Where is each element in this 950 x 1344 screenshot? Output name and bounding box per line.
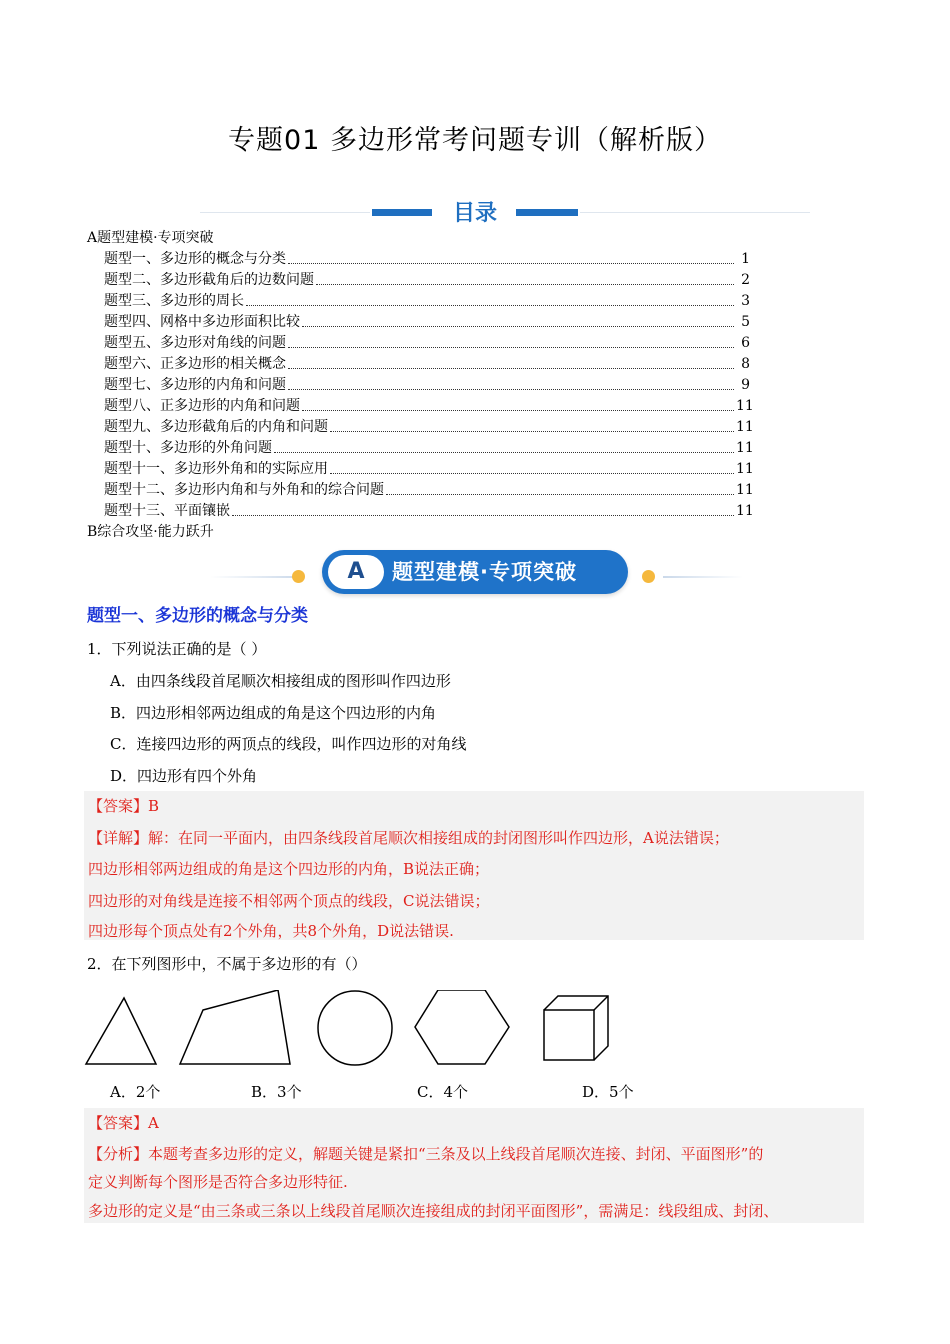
question-2-option-c: C．4个 (417, 1083, 469, 1101)
toc-item-page: 11 (736, 419, 754, 435)
toc-item[interactable] (87, 333, 750, 354)
question-1-option-a: A．由四条线段首尾顺次相接组成的图形叫作四边形 (110, 672, 451, 690)
table-of-contents (87, 228, 754, 543)
question-2-option-a: A．2个 (110, 1083, 161, 1101)
toc-item-page: 2 (741, 272, 750, 288)
explanation-line: 【详解】解：在同一平面内，由四条线段首尾顺次相接组成的封闭图形叫作四边形，A说法错误； (88, 829, 729, 847)
banner-line-left (210, 576, 300, 578)
question-2-figures (80, 990, 620, 1070)
triangle-figure (86, 998, 156, 1064)
toc-bar-right (516, 209, 578, 216)
hexagon-figure (415, 990, 509, 1064)
toc-section-b[interactable]: B综合攻坚·能力跃升 (87, 524, 214, 540)
toc-item-label: 题型二、多边形截角后的边数问题 (104, 272, 314, 288)
toc-item[interactable] (87, 270, 750, 291)
toc-item-page: 5 (741, 314, 750, 330)
toc-heading: 目录 (452, 201, 497, 226)
toc-item-label: 题型六、正多边形的相关概念 (104, 356, 286, 372)
toc-bar-left (372, 209, 432, 216)
explanation-line: 定义判断每个图形是否符合多边形特征. (88, 1173, 348, 1191)
toc-item[interactable] (87, 480, 754, 501)
question-2-option-b: B．3个 (251, 1083, 302, 1101)
question-2-option-d: D．5个 (582, 1083, 634, 1101)
explanation-line: 四边形每个顶点处有2个外角，共8个外角，D说法错误. (88, 922, 454, 940)
toc-item[interactable] (87, 417, 754, 438)
explanation-line: 四边形的对角线是连接不相邻两个顶点的线段，C说法错误； (88, 892, 490, 910)
section-title: 题型一、多边形的概念与分类 (87, 606, 308, 626)
toc-item[interactable] (87, 249, 750, 270)
toc-item-label: 题型七、多边形的内角和问题 (104, 377, 286, 393)
toc-item-page: 11 (736, 503, 754, 519)
circle-figure (318, 991, 392, 1065)
toc-item[interactable] (87, 396, 754, 417)
explanation-line: 【分析】本题考查多边形的定义，解题关键是紧扣“三条及以上线段首尾顺次连接、封闭、平面图形”的 (88, 1145, 764, 1163)
quadrilateral-figure (180, 990, 290, 1064)
toc-item[interactable] (87, 354, 750, 375)
question-1-answer-box (84, 791, 864, 940)
toc-item-label: 题型十二、多边形内角和与外角和的综合问题 (104, 482, 384, 498)
toc-item-label: 题型十、多边形的外角问题 (104, 440, 272, 456)
toc-section-a[interactable]: A题型建模·专项突破 (87, 230, 214, 246)
answer-line: 【答案】B (88, 797, 160, 815)
question-2-stem: 2．在下列图形中，不属于多边形的有（） (87, 955, 367, 973)
toc-item-page: 11 (736, 482, 754, 498)
toc-item-page: 1 (741, 251, 750, 267)
toc-item-label: 题型八、正多边形的内角和问题 (104, 398, 300, 414)
toc-item-label: 题型三、多边形的周长 (104, 293, 244, 309)
toc-item[interactable] (87, 291, 750, 312)
question-1-option-b: B．四边形相邻两边组成的角是这个四边形的内角 (110, 704, 437, 722)
answer-line: 【答案】A (88, 1114, 159, 1132)
banner-line-right (663, 576, 743, 578)
question-2-answer-box (84, 1108, 864, 1223)
toc-item-page: 11 (736, 398, 754, 414)
explanation-line: 四边形相邻两边组成的角是这个四边形的内角，B说法正确； (88, 860, 490, 878)
banner-pill (322, 550, 628, 594)
toc-item-page: 9 (741, 377, 750, 393)
toc-item-label: 题型九、多边形截角后的内角和问题 (104, 419, 328, 435)
toc-divider-left (200, 212, 370, 213)
question-1-option-c: C．连接四边形的两顶点的线段，叫作四边形的对角线 (110, 735, 467, 753)
toc-item-page: 8 (741, 356, 750, 372)
banner-badge: A (328, 555, 384, 589)
toc-item-label: 题型四、网格中多边形面积比较 (104, 314, 300, 330)
explanation-line: 多边形的定义是“由三条或三条以上线段首尾顺次连接组成的封闭平面图形”，需满足：线段组成、封闭、 (88, 1202, 779, 1220)
banner-dot-right (642, 570, 655, 583)
toc-heading-bar (0, 196, 950, 230)
banner-text: 题型建模·专项突破 (392, 560, 577, 584)
toc-item-page: 6 (741, 335, 750, 351)
toc-item-page: 11 (736, 461, 754, 477)
toc-item[interactable] (87, 312, 750, 333)
toc-item-label: 题型十三、平面镶嵌 (104, 503, 230, 519)
page-title: 专题01 多边形常考问题专训（解析版） (228, 125, 722, 156)
toc-item[interactable] (87, 438, 754, 459)
toc-item-page: 11 (736, 440, 754, 456)
banner-dot-left (292, 570, 305, 583)
toc-item[interactable] (87, 459, 754, 480)
toc-divider-right (580, 212, 810, 213)
cube-figure (544, 996, 608, 1060)
toc-item[interactable] (87, 375, 750, 396)
toc-item-label: 题型十一、多边形外角和的实际应用 (104, 461, 328, 477)
toc-item-label: 题型五、多边形对角线的问题 (104, 335, 286, 351)
toc-item[interactable] (87, 501, 754, 522)
toc-item-page: 3 (741, 293, 750, 309)
toc-item-label: 题型一、多边形的概念与分类 (104, 251, 286, 267)
question-1-stem: 1．下列说法正确的是（ ） (87, 640, 267, 658)
question-1-option-d: D．四边形有四个外角 (110, 767, 258, 785)
section-banner (0, 550, 950, 596)
